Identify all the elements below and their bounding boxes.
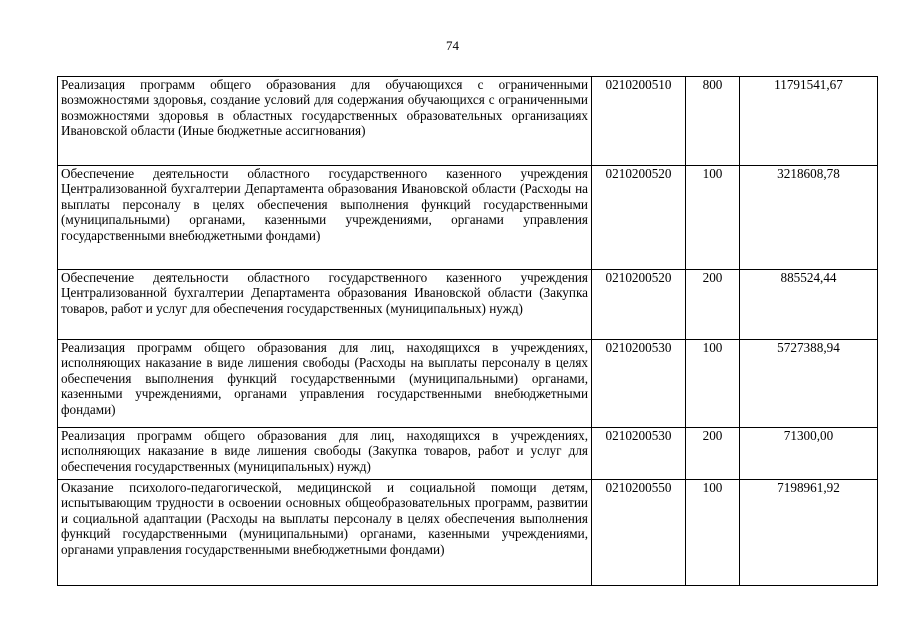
row-expense-kind: 200 — [686, 270, 740, 340]
row-amount: 3218608,78 — [740, 166, 878, 270]
row-target-code: 0210200530 — [592, 428, 686, 480]
row-amount: 11791541,67 — [740, 77, 878, 166]
page-number: 74 — [446, 38, 459, 53]
row-description: Реализация программ общего образования для лиц, находящихся в учреждениях, исполняющих наказание в виде лишения свободы (Закупка товаров, работ и услуг для обеспечения государственных (муниципальных) нужд) — [58, 428, 592, 480]
row-amount: 5727388,94 — [740, 340, 878, 428]
row-description: Оказание психолого-педагогической, медицинской и социальной помощи детям, испытывающим трудности в освоении основных общеобразовательных программ, развитии и социальной адаптации (Расходы на выплаты персоналу в целях обеспечения выполнения функций государственными (муниципальными) органами, казенными учреждениями, органами управления государственными внебюджетными фондами) — [58, 480, 592, 586]
row-expense-kind: 100 — [686, 340, 740, 428]
row-target-code: 0210200530 — [592, 340, 686, 428]
row-amount: 71300,00 — [740, 428, 878, 480]
row-expense-kind: 100 — [686, 480, 740, 586]
table-row — [58, 428, 878, 480]
row-expense-kind: 200 — [686, 428, 740, 480]
row-description: Реализация программ общего образования для лиц, находящихся в учреждениях, исполняющих наказание в виде лишения свободы (Расходы на выплаты персоналу в целях обеспечения выполнения функций государственными (муниципальными) органами, казенными учреждениями, органами управления государственными внебюджетными фондами) — [58, 340, 592, 428]
row-description: Обеспечение деятельности областного государственного казенного учреждения Централизованной бухгалтерии Департамента образования Ивановской области (Расходы на выплаты персоналу в целях обеспечения выполнения функций государственными (муниципальными) органами, казенными учреждениями, органами управления государственными внебюджетными фондами) — [58, 166, 592, 270]
row-amount: 7198961,92 — [740, 480, 878, 586]
row-expense-kind: 800 — [686, 77, 740, 166]
budget-table — [57, 76, 878, 586]
table-row — [58, 166, 878, 270]
table-row — [58, 270, 878, 340]
table-row — [58, 340, 878, 428]
row-target-code: 0210200520 — [592, 270, 686, 340]
row-target-code: 0210200510 — [592, 77, 686, 166]
row-target-code: 0210200520 — [592, 166, 686, 270]
row-amount: 885524,44 — [740, 270, 878, 340]
table-row — [58, 480, 878, 586]
row-expense-kind: 100 — [686, 166, 740, 270]
row-description: Обеспечение деятельности областного государственного казенного учреждения Централизованной бухгалтерии Департамента образования Ивановской области (Закупка товаров, работ и услуг для обеспечения государственных (муниципальных) нужд) — [58, 270, 592, 340]
row-target-code: 0210200550 — [592, 480, 686, 586]
table-row — [58, 77, 878, 166]
row-description: Реализация программ общего образования для обучающихся с ограниченными возможностями здоровья, создание условий для содержания обучающихся с ограниченными возможностями здоровья в областных государственных образовательных организациях Ивановской области (Иные бюджетные ассигнования) — [58, 77, 592, 166]
